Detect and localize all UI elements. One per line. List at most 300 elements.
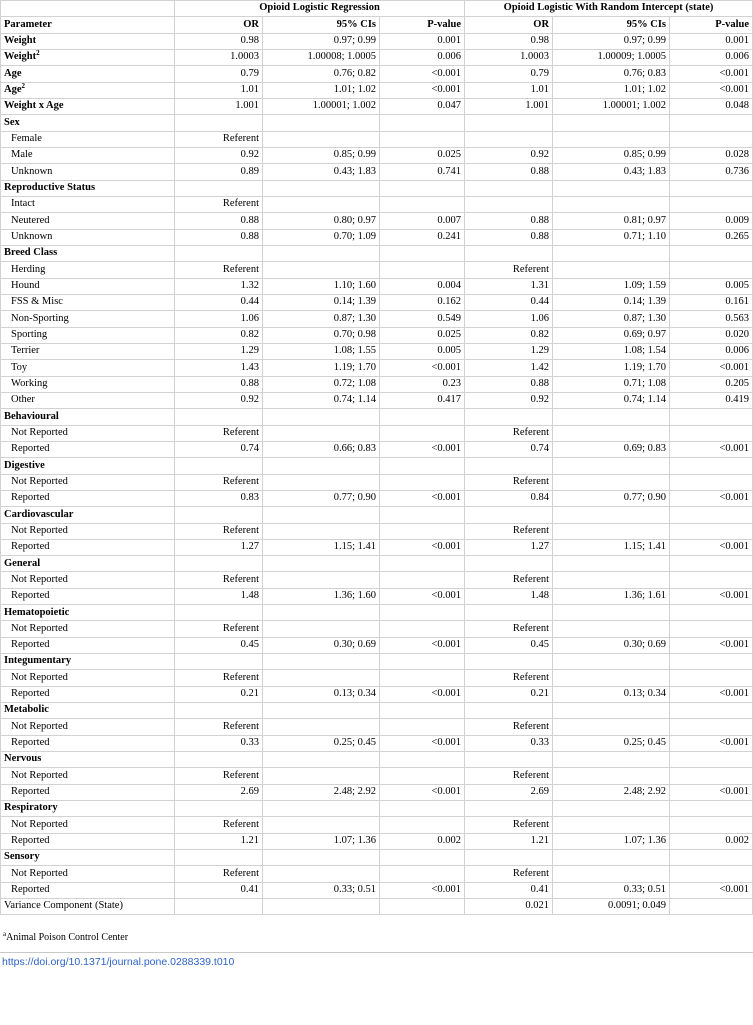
ci-random-cell [553, 752, 670, 768]
ci-cell: 0.13; 0.34 [263, 686, 380, 702]
ci-cell [263, 605, 380, 621]
pvalue-cell: 0.025 [380, 147, 465, 163]
ci-cell [263, 670, 380, 686]
or-random-cell: 0.88 [465, 164, 553, 180]
pvalue-random-cell: 0.020 [670, 327, 753, 343]
pvalue-cell: 0.025 [380, 327, 465, 343]
ci-random-cell [553, 768, 670, 784]
parameter-cell [1, 572, 175, 588]
pvalue-cell: 0.23 [380, 376, 465, 392]
table-row [1, 425, 753, 441]
or-cell: 1.32 [175, 278, 263, 294]
pvalue-cell: 0.741 [380, 164, 465, 180]
parameter-cell [1, 66, 175, 82]
pvalue-cell: <0.001 [380, 637, 465, 653]
parameter-label: Female [11, 132, 42, 144]
table-row [1, 768, 753, 784]
parameter-label: Reproductive Status [4, 181, 96, 193]
ci-cell: 1.19; 1.70 [263, 360, 380, 376]
ci-random-cell: 0.76; 0.83 [553, 66, 670, 82]
ci-random-cell: 0.85; 0.99 [553, 147, 670, 163]
table-row [1, 850, 753, 866]
table-row [1, 556, 753, 572]
parameter-label: Age [4, 67, 22, 79]
parameter-cell [1, 605, 175, 621]
or-cell [175, 801, 263, 817]
pvalue-random-cell: 0.002 [670, 833, 753, 849]
ci-random-cell: 0.81; 0.97 [553, 213, 670, 229]
parameter-label: FSS & Misc [11, 296, 63, 308]
pvalue-cell: <0.001 [380, 784, 465, 800]
or-random-cell: 0.79 [465, 66, 553, 82]
pvalue-random-cell: 0.205 [670, 376, 753, 392]
parameter-label: Digestive [4, 459, 45, 471]
ci-random-cell [553, 556, 670, 572]
ci-random-cell [553, 621, 670, 637]
or-cell: Referent [175, 425, 263, 441]
pvalue-cell [380, 556, 465, 572]
or-random-cell: 0.21 [465, 686, 553, 702]
parameter-label: Herding [11, 263, 46, 275]
ci-random-cell [553, 474, 670, 490]
parameter-label: Reported [11, 590, 50, 602]
ci-random-cell: 0.71; 1.10 [553, 229, 670, 245]
pvalue-random-cell [670, 850, 753, 866]
ci-cell [263, 409, 380, 425]
table-row [1, 686, 753, 702]
pvalue-cell: 0.549 [380, 311, 465, 327]
or-cell [175, 180, 263, 196]
pvalue-random-cell [670, 719, 753, 735]
or-cell: 0.88 [175, 213, 263, 229]
ci-random-cell: 0.69; 0.83 [553, 441, 670, 457]
or-cell: 1.27 [175, 539, 263, 555]
table-row [1, 752, 753, 768]
pvalue-random-cell [670, 425, 753, 441]
parameter-label: Not Reported [11, 622, 68, 634]
or-cell: 0.89 [175, 164, 263, 180]
or-random-cell: 1.01 [465, 82, 553, 98]
or-cell: Referent [175, 262, 263, 278]
parameter-cell [1, 556, 175, 572]
column-header-ci-random: 95% CIs [553, 17, 670, 33]
or-random-cell: Referent [465, 262, 553, 278]
parameter-cell [1, 833, 175, 849]
ci-cell [263, 556, 380, 572]
or-cell [175, 115, 263, 131]
ci-random-cell [553, 817, 670, 833]
or-random-cell: Referent [465, 719, 553, 735]
parameter-cell [1, 49, 175, 65]
parameter-label: Behavioural [4, 410, 59, 422]
parameter-label: Intact [11, 198, 35, 210]
pvalue-cell: 0.002 [380, 833, 465, 849]
ci-cell: 1.00001; 1.002 [263, 98, 380, 114]
ci-cell: 0.66; 0.83 [263, 441, 380, 457]
table-row [1, 213, 753, 229]
or-random-cell: 0.88 [465, 213, 553, 229]
or-cell: Referent [175, 866, 263, 882]
or-random-cell: Referent [465, 474, 553, 490]
parameter-cell [1, 196, 175, 212]
pvalue-random-cell [670, 474, 753, 490]
or-random-cell: 1.001 [465, 98, 553, 114]
parameter-cell [1, 458, 175, 474]
or-random-cell: 0.82 [465, 327, 553, 343]
pvalue-random-cell [670, 262, 753, 278]
or-cell: Referent [175, 670, 263, 686]
ci-cell: 0.72; 1.08 [263, 376, 380, 392]
parameter-label: Working [11, 377, 48, 389]
or-random-cell: Referent [465, 621, 553, 637]
ci-random-cell [553, 245, 670, 261]
group-header-row [1, 1, 753, 17]
parameter-cell [1, 131, 175, 147]
or-cell: 0.21 [175, 686, 263, 702]
ci-cell: 0.25; 0.45 [263, 735, 380, 751]
pvalue-cell [380, 850, 465, 866]
parameter-cell [1, 474, 175, 490]
superscript: 2 [36, 49, 40, 58]
pvalue-cell [380, 245, 465, 261]
or-random-cell: 0.98 [465, 33, 553, 49]
or-random-cell: 2.69 [465, 784, 553, 800]
ci-cell: 0.14; 1.39 [263, 294, 380, 310]
parameter-label: Toy [11, 361, 28, 373]
parameter-cell [1, 686, 175, 702]
parameter-cell [1, 278, 175, 294]
or-cell: 0.92 [175, 147, 263, 163]
parameter-cell [1, 360, 175, 376]
ci-random-cell [553, 719, 670, 735]
table-row [1, 523, 753, 539]
pvalue-random-cell [670, 131, 753, 147]
ci-random-cell [553, 180, 670, 196]
parameter-cell [1, 147, 175, 163]
pvalue-random-cell [670, 817, 753, 833]
or-random-cell: 0.92 [465, 392, 553, 408]
parameter-cell [1, 899, 175, 915]
pvalue-random-cell: 0.006 [670, 343, 753, 359]
or-cell [175, 245, 263, 261]
parameter-cell [1, 637, 175, 653]
parameter-cell [1, 621, 175, 637]
or-random-cell: 0.44 [465, 294, 553, 310]
ci-cell [263, 180, 380, 196]
parameter-label: Not Reported [11, 573, 68, 585]
parameter-cell [1, 98, 175, 114]
pvalue-random-cell: <0.001 [670, 637, 753, 653]
or-cell [175, 556, 263, 572]
pvalue-random-cell: 0.736 [670, 164, 753, 180]
ci-cell: 1.15; 1.41 [263, 539, 380, 555]
pvalue-cell: 0.417 [380, 392, 465, 408]
or-random-cell [465, 115, 553, 131]
parameter-cell [1, 392, 175, 408]
or-random-cell: 0.84 [465, 490, 553, 506]
ci-cell: 0.74; 1.14 [263, 392, 380, 408]
pvalue-cell: <0.001 [380, 686, 465, 702]
table-row [1, 360, 753, 376]
pvalue-random-cell [670, 670, 753, 686]
ci-cell: 0.70; 1.09 [263, 229, 380, 245]
parameter-cell [1, 654, 175, 670]
table-row [1, 147, 753, 163]
ci-cell [263, 474, 380, 490]
or-random-cell: Referent [465, 425, 553, 441]
parameter-label: Nervous [4, 753, 42, 765]
pvalue-cell [380, 180, 465, 196]
or-cell: 0.83 [175, 490, 263, 506]
ci-random-cell [553, 458, 670, 474]
or-random-cell [465, 507, 553, 523]
parameter-label: Cardiovascular [4, 508, 74, 520]
pvalue-cell [380, 474, 465, 490]
ci-random-cell: 0.30; 0.69 [553, 637, 670, 653]
or-cell: Referent [175, 131, 263, 147]
or-cell: 0.82 [175, 327, 263, 343]
or-cell: 0.79 [175, 66, 263, 82]
or-random-cell [465, 196, 553, 212]
or-cell: 0.74 [175, 441, 263, 457]
table-row [1, 866, 753, 882]
or-random-cell: 0.74 [465, 441, 553, 457]
pvalue-cell: 0.004 [380, 278, 465, 294]
parameter-label: Not Reported [11, 524, 68, 536]
parameter-label: Neutered [11, 214, 50, 226]
table-row [1, 392, 753, 408]
doi-link[interactable]: https://doi.org/10.1371/journal.pone.0288339.t010 [2, 956, 235, 969]
pvalue-cell: 0.162 [380, 294, 465, 310]
ci-cell [263, 131, 380, 147]
pvalue-random-cell: 0.161 [670, 294, 753, 310]
parameter-cell [1, 507, 175, 523]
pvalue-random-cell [670, 572, 753, 588]
pvalue-random-cell [670, 556, 753, 572]
or-cell: Referent [175, 768, 263, 784]
parameter-label: Weight x Age [4, 100, 64, 112]
or-random-cell [465, 245, 553, 261]
ci-random-cell: 0.33; 0.51 [553, 882, 670, 898]
table-row [1, 539, 753, 555]
parameter-label: General [4, 557, 41, 569]
table-row [1, 588, 753, 604]
pvalue-cell [380, 817, 465, 833]
parameter-label: Not Reported [11, 426, 68, 438]
parameter-label: Not Reported [11, 867, 68, 879]
parameter-cell [1, 588, 175, 604]
parameter-cell [1, 703, 175, 719]
pvalue-random-cell: 0.006 [670, 49, 753, 65]
or-cell: 0.44 [175, 294, 263, 310]
pvalue-random-cell [670, 703, 753, 719]
parameter-cell [1, 752, 175, 768]
ci-cell: 0.43; 1.83 [263, 164, 380, 180]
pvalue-random-cell [670, 752, 753, 768]
pvalue-cell: 0.241 [380, 229, 465, 245]
ci-cell [263, 801, 380, 817]
table-row [1, 670, 753, 686]
pvalue-random-cell: <0.001 [670, 82, 753, 98]
or-cell [175, 458, 263, 474]
or-random-cell: Referent [465, 817, 553, 833]
or-cell [175, 899, 263, 915]
table-row [1, 409, 753, 425]
pvalue-cell [380, 605, 465, 621]
or-random-cell: Referent [465, 768, 553, 784]
table-row [1, 66, 753, 82]
pvalue-cell [380, 115, 465, 131]
parameter-label: Sensory [4, 851, 40, 863]
pvalue-random-cell [670, 523, 753, 539]
table-row [1, 621, 753, 637]
or-cell: 1.0003 [175, 49, 263, 65]
ci-cell [263, 458, 380, 474]
ci-cell: 0.80; 0.97 [263, 213, 380, 229]
or-cell: Referent [175, 474, 263, 490]
table-row [1, 196, 753, 212]
ci-cell: 1.01; 1.02 [263, 82, 380, 98]
ci-cell [263, 621, 380, 637]
ci-cell [263, 752, 380, 768]
pvalue-random-cell: 0.419 [670, 392, 753, 408]
pvalue-cell: <0.001 [380, 441, 465, 457]
ci-cell: 1.36; 1.60 [263, 588, 380, 604]
parameter-label: Reported [11, 884, 50, 896]
ci-cell [263, 425, 380, 441]
pvalue-cell [380, 703, 465, 719]
or-cell: 0.88 [175, 229, 263, 245]
parameter-label: Reported [11, 639, 50, 651]
table-row [1, 311, 753, 327]
parameter-cell [1, 784, 175, 800]
parameter-label: Non-Sporting [11, 312, 69, 324]
or-cell: 0.88 [175, 376, 263, 392]
parameter-cell [1, 262, 175, 278]
parameter-label: Hematopoietic [4, 606, 70, 618]
parameter-cell [1, 441, 175, 457]
table-row [1, 82, 753, 98]
or-random-cell: 1.31 [465, 278, 553, 294]
ci-random-cell: 1.19; 1.70 [553, 360, 670, 376]
pvalue-random-cell [670, 801, 753, 817]
pvalue-cell [380, 801, 465, 817]
ci-random-cell: 1.00009; 1.0005 [553, 49, 670, 65]
parameter-label: Terrier [11, 345, 40, 357]
pvalue-cell [380, 507, 465, 523]
pvalue-cell: <0.001 [380, 490, 465, 506]
pvalue-random-cell [670, 654, 753, 670]
parameter-cell [1, 882, 175, 898]
pvalue-cell [380, 621, 465, 637]
or-random-cell: 0.33 [465, 735, 553, 751]
or-cell [175, 654, 263, 670]
ci-random-cell: 0.25; 0.45 [553, 735, 670, 751]
ci-random-cell [553, 866, 670, 882]
pvalue-cell [380, 719, 465, 735]
ci-cell: 0.85; 0.99 [263, 147, 380, 163]
superscript: 2 [21, 82, 25, 90]
parameter-cell [1, 866, 175, 882]
parameter-label: Reported [11, 786, 50, 798]
parameter-cell [1, 213, 175, 229]
parameter-cell [1, 719, 175, 735]
parameter-label: Hound [11, 279, 40, 291]
table-row [1, 115, 753, 131]
ci-cell [263, 817, 380, 833]
footnote-text: Animal Poison Control Center [6, 932, 129, 944]
parameter-label: Unknown [11, 230, 53, 242]
ci-random-cell [553, 850, 670, 866]
table-row [1, 98, 753, 114]
parameter-label: Not Reported [11, 475, 68, 487]
pvalue-cell: <0.001 [380, 735, 465, 751]
column-header-row [1, 17, 753, 33]
table-row [1, 278, 753, 294]
column-header-pvalue-random: P-value [670, 17, 753, 33]
pvalue-cell [380, 866, 465, 882]
or-random-cell: 0.41 [465, 882, 553, 898]
pvalue-cell: <0.001 [380, 882, 465, 898]
parameter-label: Reported [11, 492, 50, 504]
pvalue-cell [380, 425, 465, 441]
ci-random-cell: 2.48; 2.92 [553, 784, 670, 800]
or-cell: Referent [175, 817, 263, 833]
pvalue-random-cell: 0.001 [670, 33, 753, 49]
ci-cell: 2.48; 2.92 [263, 784, 380, 800]
or-cell: 1.29 [175, 343, 263, 359]
ci-random-cell [553, 670, 670, 686]
parameter-cell [1, 490, 175, 506]
parameter-label: Male [11, 149, 33, 161]
pvalue-random-cell: <0.001 [670, 441, 753, 457]
or-random-cell: 1.29 [465, 343, 553, 359]
or-random-cell: 1.06 [465, 311, 553, 327]
column-header-ci: 95% CIs [263, 17, 380, 33]
pvalue-random-cell [670, 196, 753, 212]
ci-cell [263, 654, 380, 670]
or-cell: 1.43 [175, 360, 263, 376]
parameter-cell [1, 768, 175, 784]
pvalue-cell [380, 572, 465, 588]
or-cell: Referent [175, 621, 263, 637]
parameter-label: Sex [4, 116, 20, 128]
ci-cell [263, 196, 380, 212]
or-random-cell: Referent [465, 670, 553, 686]
pvalue-cell [380, 458, 465, 474]
or-cell [175, 703, 263, 719]
table-row [1, 49, 753, 65]
ci-random-cell [553, 507, 670, 523]
ci-random-cell [553, 131, 670, 147]
pvalue-cell [380, 196, 465, 212]
pvalue-cell: <0.001 [380, 82, 465, 98]
parameter-cell [1, 33, 175, 49]
ci-cell: 1.10; 1.60 [263, 278, 380, 294]
ci-cell [263, 850, 380, 866]
or-random-cell: 1.48 [465, 588, 553, 604]
parameter-cell [1, 801, 175, 817]
table-row [1, 294, 753, 310]
table-row [1, 474, 753, 490]
parameter-cell [1, 817, 175, 833]
or-random-cell: 0.021 [465, 899, 553, 915]
ci-random-cell: 1.01; 1.02 [553, 82, 670, 98]
or-cell: Referent [175, 719, 263, 735]
pvalue-cell: 0.001 [380, 33, 465, 49]
ci-random-cell [553, 801, 670, 817]
pvalue-random-cell: 0.048 [670, 98, 753, 114]
